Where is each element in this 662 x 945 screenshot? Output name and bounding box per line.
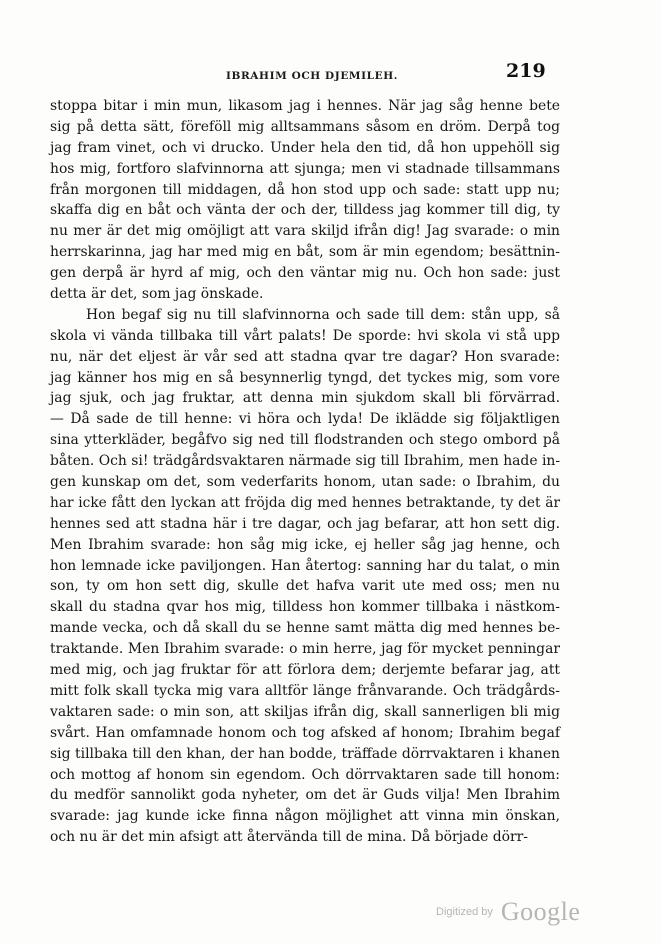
text-line: sig på detta sätt, föreföll mig alltsammans såsom en dröm. Derpå tog [50, 118, 560, 135]
text-line: sig tillbaka till den khan, der han bodde, träffade dörrvaktaren i khanen [50, 745, 560, 762]
text-line: jag fram vinet, och vi drucko. Under hela den tid, då hon uppehöll sig [50, 139, 560, 156]
paragraph [50, 305, 560, 848]
text-line: sina ytterkläder, begåfvo sig ned till flodstranden och stego ombord på [50, 432, 560, 449]
text-line: stoppa bitar i min mun, likasom jag i hennes. När jag såg henne bete [50, 98, 560, 114]
text-line: skaffa dig en båt och vänta der och der, tilldess jag kommer till dig, ty [50, 202, 560, 219]
text-line: med mig, och jag fruktar för att förlora dem; derjemte befarar jag, att [50, 662, 560, 679]
text-line: Men Ibrahim svarade: hon såg mig icke, ej heller såg jag henne, och [50, 536, 560, 553]
text-line: detta är det, som jag önskade. [50, 286, 264, 303]
text-line: traktande. Men Ibrahim svarade: o min herre, jag för mycket penningar [50, 641, 560, 658]
text-line: nu, när det eljest är vår sed att stadna qvar tre dagar? Hon svarade: [50, 348, 560, 365]
text-line: gen kunskap om det, som vederfarits honom, utan sade: o Ibrahim, du [50, 474, 560, 491]
text-line: svarade: jag kunde icke finna någon möjlighet att vinna min önskan, [50, 808, 560, 825]
google-logo: Google [500, 897, 581, 926]
text-line: — Då sade de till henne: vi höra och lyda! De iklädde sig följaktligen [50, 411, 560, 428]
paragraph [50, 96, 560, 305]
text-line: skall du stadna qvar hos mig, tilldess hon kommer tillbaka i nästkom- [50, 599, 560, 616]
text-line: jag sjuk, och jag fruktar, att denna min sjukdom skall bli förvärrad. [50, 390, 560, 407]
text-line: från morgonen till middagen, då hon stod upp och sade: statt upp nu; [50, 181, 560, 198]
text-line: skola vi vända tillbaka till vårt palats! De sporde: hvi skola vi stå upp [50, 327, 560, 344]
text-line: och nu är det min afsigt att återvända till de mina. Då började dörr- [50, 829, 528, 846]
text-line: jag känner hos mig en så besynnerlig tyngd, det tyckes mig, som vore [50, 369, 560, 386]
text-line: herrskarinna, jag har med mig en båt, som är min egendom; besättnin- [50, 244, 560, 261]
text-line: har icke fått den lyckan att fröjda dig med hennes betraktande, ty det är [50, 494, 560, 511]
text-line: hon lemnade icke paviljongen. Han återtog: sanning har du talat, o min [50, 557, 560, 574]
text-line: hennes sed att stadna här i tre dagar, och jag befarar, att hon sett dig. [50, 515, 560, 532]
text-line: svårt. Han omfamnade honom och tog afsked af honom; Ibrahim begaf [50, 724, 560, 741]
digitization-watermark [436, 897, 580, 927]
body-text [50, 96, 560, 848]
text-line: mitt folk skall tycka mig vara alltför länge frånvarande. Och trädgårds- [50, 682, 560, 699]
text-line: gen derpå är hyrd af mig, och den väntar mig nu. Och hon sade: just [50, 265, 560, 282]
text-line: och mottog af honom sin egendom. Och dörrvaktaren sade till honom: [50, 766, 560, 783]
digitized-by-label: Digitized by [436, 906, 493, 918]
text-line: du medför sannolikt goda nyheter, om det är Guds vilja! Men Ibrahim [50, 787, 560, 804]
text-line: mande vecka, och då skall du se henne samt mätta dig med hennes be- [50, 620, 560, 637]
page-number: 219 [506, 60, 546, 82]
running-title: IBRAHIM OCH DJEMILEH. [226, 70, 399, 82]
text-line: hos mig, fortforo slafvinnorna att sjunga; men vi stadnade tillsammans [50, 160, 560, 177]
text-line: vaktaren sade: o min son, att skiljas ifrån dig, skall sannerligen bli mig [50, 703, 560, 720]
text-line: nu mer är det mig omöjligt att vara skiljd ifrån dig! Jag svarade: o min [50, 223, 560, 240]
text-line: Hon begaf sig nu till slafvinnorna och sade till dem: stån upp, så [86, 306, 560, 323]
text-line: båten. Och si! trädgårdsvaktaren närmade sig till Ibrahim, men hade in- [50, 453, 561, 470]
text-line: son, ty om hon sett dig, skulle det hafva varit ute med oss; men nu [50, 578, 560, 595]
